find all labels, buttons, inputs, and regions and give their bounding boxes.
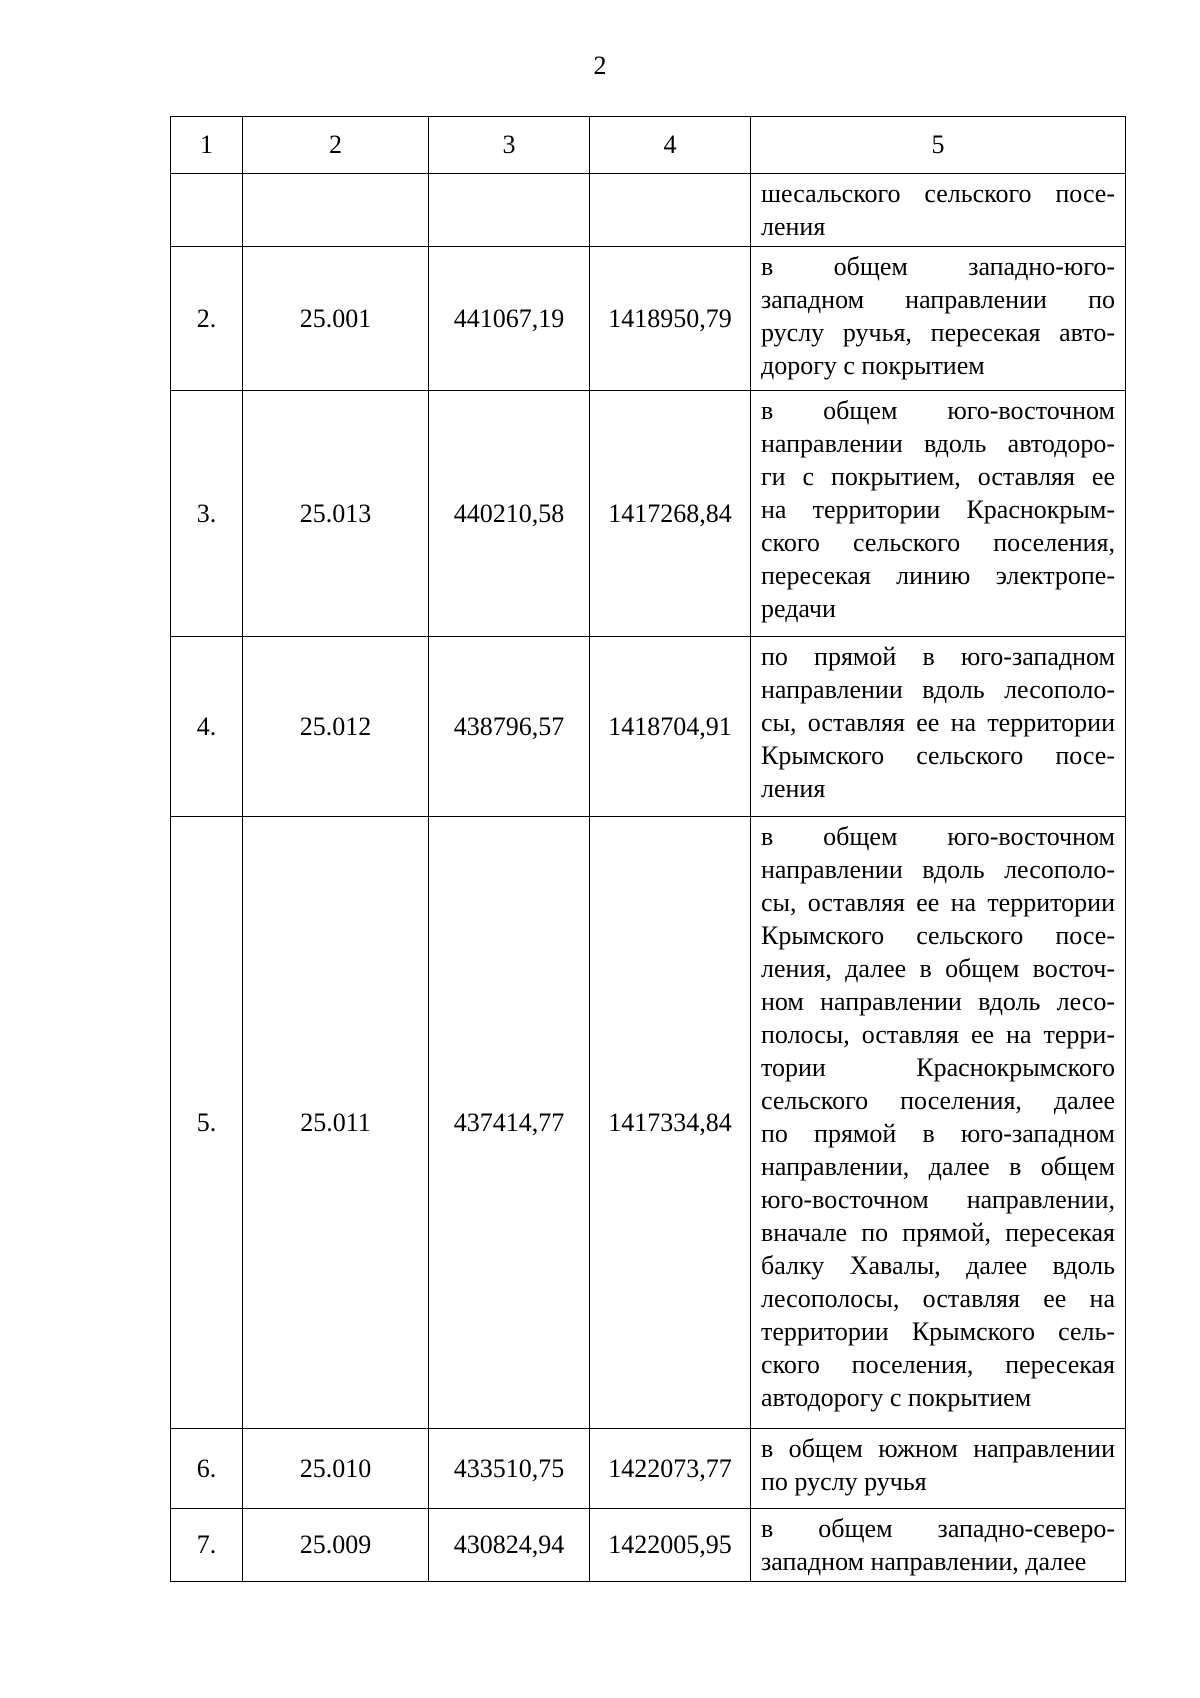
table-row xyxy=(171,637,1126,817)
description-line: направлении, далее в общем xyxy=(761,1152,1115,1181)
coordinate-x-cell: 433510,75 xyxy=(429,1429,590,1509)
boundary-description-cell xyxy=(751,817,1126,1429)
point-number-cell xyxy=(171,174,243,247)
table-body xyxy=(171,174,1126,1582)
page-number: 2 xyxy=(593,51,607,80)
description-line: в общем юго-восточном xyxy=(761,822,1115,851)
table-row xyxy=(171,1429,1126,1509)
description-line: ского поселения, пересекая xyxy=(761,1350,1115,1379)
point-code-cell: 25.009 xyxy=(243,1509,429,1582)
description-line: в общем южном направлении xyxy=(761,1434,1115,1463)
coordinate-x-cell: 440210,58 xyxy=(429,391,590,637)
boundary-description-cell xyxy=(751,391,1126,637)
boundary-description-cell xyxy=(751,247,1126,391)
description-line: ления, далее в общем восточ- xyxy=(761,954,1115,983)
boundary-description-cell xyxy=(751,1429,1126,1509)
description-line: ном направлении вдоль лесо- xyxy=(761,987,1115,1016)
point-code-cell: 25.012 xyxy=(243,637,429,817)
point-number-cell: 7. xyxy=(171,1509,243,1582)
table-row xyxy=(171,817,1126,1429)
column-header-4: 4 xyxy=(590,117,751,174)
point-number-cell: 2. xyxy=(171,247,243,391)
description-line: лесополосы, оставляя ее на xyxy=(761,1284,1115,1313)
description-line: дорогу с покрытием xyxy=(761,351,985,380)
description-line: сельского поселения, далее xyxy=(761,1086,1115,1115)
column-header-1: 1 xyxy=(171,117,243,174)
point-code-cell xyxy=(243,174,429,247)
description-line: в общем юго-восточном xyxy=(761,396,1115,425)
coordinate-x-cell: 441067,19 xyxy=(429,247,590,391)
boundary-description-cell xyxy=(751,637,1126,817)
table-header-row xyxy=(171,117,1126,174)
coordinate-y-cell: 1422005,95 xyxy=(590,1509,751,1582)
coordinate-x-cell: 437414,77 xyxy=(429,817,590,1429)
coordinate-x-cell: 430824,94 xyxy=(429,1509,590,1582)
coordinate-x-cell: 438796,57 xyxy=(429,637,590,817)
description-line: западном направлении по xyxy=(761,285,1115,314)
point-number-cell: 3. xyxy=(171,391,243,637)
description-line: сы, оставляя ее на территории xyxy=(761,708,1115,737)
boundary-description-cell xyxy=(751,174,1126,247)
coordinate-x-cell xyxy=(429,174,590,247)
description-line: автодорогу с покрытием xyxy=(761,1383,1032,1412)
description-line: сы, оставляя ее на территории xyxy=(761,888,1115,917)
description-line: по прямой в юго-западном xyxy=(761,642,1115,671)
point-code-cell: 25.011 xyxy=(243,817,429,1429)
description-line: западном направлении, далее xyxy=(761,1547,1087,1576)
description-line: в общем западно-северо- xyxy=(761,1514,1115,1543)
coordinate-y-cell: 1418950,79 xyxy=(590,247,751,391)
description-line: руслу ручья, пересекая авто- xyxy=(761,318,1115,347)
description-line: шесальского сельского посе- xyxy=(761,179,1115,208)
column-header-2: 2 xyxy=(243,117,429,174)
description-line: по руслу ручья xyxy=(761,1467,927,1496)
point-number-cell: 6. xyxy=(171,1429,243,1509)
description-line: редачи xyxy=(761,594,836,623)
description-line: полосы, оставляя ее на терри- xyxy=(761,1020,1115,1049)
description-line: направлении вдоль лесополо- xyxy=(761,675,1115,704)
description-line: пересекая линию электропе- xyxy=(761,561,1115,590)
description-line: юго-восточном направлении, xyxy=(761,1185,1115,1214)
description-line: ского сельского поселения, xyxy=(761,528,1115,557)
description-line: Крымского сельского посе- xyxy=(761,921,1115,950)
description-line: по прямой в юго-западном xyxy=(761,1119,1115,1148)
coordinate-y-cell: 1417268,84 xyxy=(590,391,751,637)
column-header-5: 5 xyxy=(751,117,1126,174)
description-line: ления xyxy=(761,774,826,803)
description-line: направлении вдоль автодоро- xyxy=(761,429,1115,458)
description-line: ления xyxy=(761,212,826,241)
description-line: на территории Краснокрым- xyxy=(761,495,1115,524)
description-line: ги с покрытием, оставляя ее xyxy=(761,462,1115,491)
description-line: территории Крымского сель- xyxy=(761,1317,1115,1346)
point-code-cell: 25.010 xyxy=(243,1429,429,1509)
boundary-table xyxy=(170,116,1126,1582)
description-line: балку Хавалы, далее вдоль xyxy=(761,1251,1115,1280)
table-row xyxy=(171,1509,1126,1582)
description-line: направлении вдоль лесополо- xyxy=(761,855,1115,884)
coordinate-y-cell xyxy=(590,174,751,247)
table-row xyxy=(171,247,1126,391)
point-code-cell: 25.013 xyxy=(243,391,429,637)
coordinate-y-cell: 1417334,84 xyxy=(590,817,751,1429)
description-line: вначале по прямой, пересекая xyxy=(761,1218,1115,1247)
point-code-cell: 25.001 xyxy=(243,247,429,391)
boundary-description-cell xyxy=(751,1509,1126,1582)
description-line: тории Краснокрымского xyxy=(761,1053,1115,1082)
table-row xyxy=(171,174,1126,247)
column-header-3: 3 xyxy=(429,117,590,174)
description-line: Крымского сельского посе- xyxy=(761,741,1115,770)
table-row xyxy=(171,391,1126,637)
point-number-cell: 4. xyxy=(171,637,243,817)
description-line: в общем западно-юго- xyxy=(761,252,1115,281)
coordinate-y-cell: 1418704,91 xyxy=(590,637,751,817)
point-number-cell: 5. xyxy=(171,817,243,1429)
coordinate-y-cell: 1422073,77 xyxy=(590,1429,751,1509)
